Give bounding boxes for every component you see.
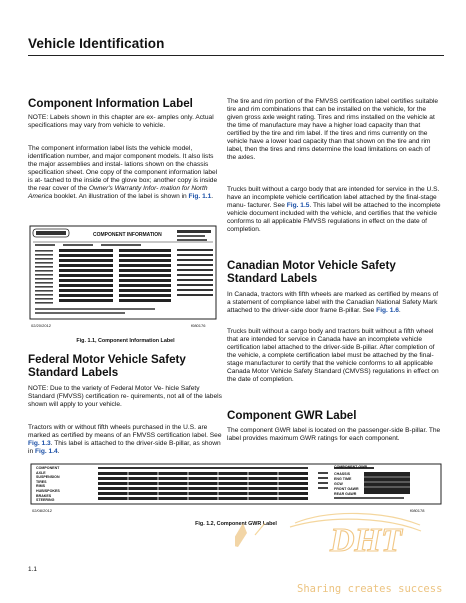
fmvss-heading: Federal Motor Vehicle Safety Standard Labels: [28, 353, 186, 379]
fig-1-2-caption: Fig. 1.2, Component GWR Label: [195, 521, 277, 527]
component-information-label-figure: [27, 224, 221, 331]
fig1-code: f080176: [191, 323, 206, 328]
fig1-date: 02/20/2012: [31, 323, 52, 328]
page-title: Vehicle Identification: [28, 36, 165, 51]
fmvss-note: NOTE: Due to the variety of Federal Motor Ve- hicle Safety Standard (FMVSS) certification re- quirements, not all of the labels shown will apply to your vehicle.: [28, 385, 222, 408]
fmvss-body: Tractors with or without fifth wheels purchased in the U.S. are marked as certified by means of an FMVSS certification label. See Fig. 1.3. This label is attached to the driver-side B-pillar, as shown in Fig. 1.4.: [28, 424, 222, 455]
header-rule: [28, 55, 444, 56]
fig1-title: COMPONENT INFORMATION: [93, 232, 162, 238]
cil-note: NOTE: Labels shown in this chapter are ex- amples only. Actual specifications may vary from vehicle to vehicle.: [28, 114, 214, 129]
fig2-row-labels: COMPONENT AXLE SUSPENSION TIRES RIMS HUB/SPOKES BRAKES STEERING: [36, 466, 60, 503]
component-information-label-illustration: [27, 224, 221, 331]
dht-watermark-logo: [235, 505, 435, 575]
trucks-us-paragraph: Trucks built without a cargo body that are intended for service in the U.S. have an incomplete vehicle certification label attached by the final-stage manu- facturer. See Fig. 1.5. This label will be attached to the incomplete vehicle document included with the vehicle, and certifies that the vehicle conforms to all applicable FMVSS regulations in effect on the date of completion.: [227, 186, 441, 233]
fig-1-1-link[interactable]: Fig. 1.1: [188, 193, 212, 200]
gwr-heading: Component GWR Label: [227, 409, 357, 422]
fig-1-6-link[interactable]: Fig. 1.6: [376, 307, 399, 314]
tire-rim-paragraph: The tire and rim portion of the FMVSS certification label certifies suitable tire and rim combinations that can be installed on the vehicle, for the given gross axle weight rating. Tires and rims installed on the vehicle at the time of manufacture may have a higher load capacity than that certified by the tire and rim label. If the tires and rims currently on the vehicle have a lower load capacity than that shown on the tire and rim label, then the tires and rims determine the load limitations on each of the axles.: [227, 98, 439, 161]
canada-trucks-paragraph: Trucks built without a cargo body and tractors built without a fifth wheel that are intended for service in Canada have an incomplete vehicle certification label attached to the driver-side B-pillar. After completion of the vehicle, a complete certification label must be attached by the final-stage manufacturer to certify that the vehicle conforms to all applicable Canada Motor Vehicle Safety Standard (CMVSS) regulations in effect on the date of completion.: [227, 328, 439, 383]
cmvss-heading: Canadian Motor Vehicle Safety Standard Labels: [227, 259, 396, 285]
fig2-right-heading: COMPONENT GWR: [334, 465, 368, 469]
fig-1-5-link[interactable]: Fig. 1.5: [286, 202, 310, 209]
watermark-tagline: Sharing creates success: [297, 583, 443, 595]
fig2-right-rows: CHASSIS ENG TIME GCW FRONT GAWR REAR GAWR: [334, 472, 359, 496]
fig2-code: f080178: [410, 508, 425, 513]
cil-heading: Component Information Label: [28, 97, 193, 110]
fig2-date: 02/08/2012: [32, 508, 53, 513]
fig-1-3-link[interactable]: Fig. 1.3: [28, 440, 51, 447]
page-number: 1.1: [28, 566, 37, 573]
gwr-paragraph: The component GWR label is located on the passenger-side B-pillar. The label provides maximum GWR ratings for each component.: [227, 427, 441, 442]
fig-1-4-link[interactable]: Fig. 1.4: [34, 448, 58, 455]
fig-1-1-caption: Fig. 1.1, Component Information Label: [76, 338, 175, 344]
cil-body: The component information label lists the vehicle model, identification number, and major component models. It also lists the major assemblies and instal- lations shown on the chassis specification sheet. One copy of the component information label is at- tached to the inside of the glove box; another copy is inside the rear cover of the Owner's Warranty Infor- mation for North America booklet. An illustration of the label is shown in Fig. 1.1.: [28, 145, 218, 200]
watermark-logo-text: DHT: [330, 522, 402, 559]
canada-paragraph: In Canada, tractors with fifth wheels are marked as certified by means of a statement of compliance label with the Canadian National Safety Mark attached to the driver-side door frame B-pillar. See Fig. 1.6.: [227, 291, 439, 314]
